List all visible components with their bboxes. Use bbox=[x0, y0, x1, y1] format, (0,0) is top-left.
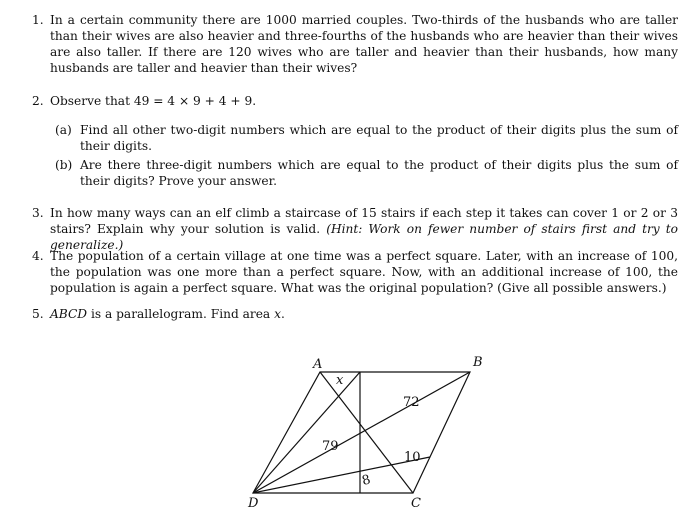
vertex-b-label: B bbox=[473, 355, 483, 370]
part-label: (b) bbox=[55, 158, 73, 172]
problem-number: 4. bbox=[32, 249, 44, 263]
area-8-label: 8 bbox=[360, 472, 373, 490]
problem-text: The population of a certain village at one time was a perfect square. Later, with an increase of 100, the population was one more than a perfect square. Now, with an additional increase of 100, the population is again a perfect square. What was the original population? (Give all possible answers.) bbox=[50, 249, 678, 295]
part-label: (a) bbox=[55, 123, 72, 137]
part-text: Find all other two-digit numbers which are equal to the product of their digits plus the sum of their digits. bbox=[80, 123, 678, 153]
problem-number: 1. bbox=[32, 13, 44, 27]
area-79-label: 79 bbox=[322, 439, 339, 454]
problem-number: 5. bbox=[32, 307, 44, 321]
problem-text: In a certain community there are 1000 married couples. Two-thirds of the husbands who are taller than their wives are also heavier and three-fourths of the husbands who are heavier than their wives are also taller. If there are 120 wives who are taller and heavier than their husbands, how many husbands are taller and heavier than their wives? bbox=[50, 13, 678, 75]
area-72-label: 72 bbox=[403, 395, 420, 410]
problem-text-body: is a parallelogram. Find area bbox=[87, 307, 275, 321]
area-x-label: x bbox=[336, 373, 344, 388]
problem-text: Observe that 49 = 4 × 9 + 4 + 9. bbox=[50, 94, 257, 108]
problem-number: 2. bbox=[32, 94, 44, 108]
problem-number: 3. bbox=[32, 206, 44, 220]
part-text-body: Are there three-digit numbers which are equal to the product of their digits plus the sum of their digits? Prove your answer. bbox=[80, 158, 678, 188]
vertex-d-label: D bbox=[248, 496, 259, 511]
area-10-label: 10 bbox=[404, 450, 421, 465]
vertex-a-label: A bbox=[313, 357, 323, 372]
vertex-c-label: C bbox=[411, 496, 421, 511]
problem-hint: (Hint: Work on fewer number of stairs first and try to generalize.) bbox=[50, 222, 679, 252]
area-variable: x bbox=[274, 307, 281, 321]
problem-text-end: . bbox=[280, 307, 285, 321]
problem-text-body: In how many ways can an elf climb a staircase of 15 stairs if each step it takes can cover 1 or 2 or 3 stairs? Explain why your solution is valid. bbox=[50, 206, 678, 236]
parallelogram-name: ABCD bbox=[50, 307, 88, 321]
